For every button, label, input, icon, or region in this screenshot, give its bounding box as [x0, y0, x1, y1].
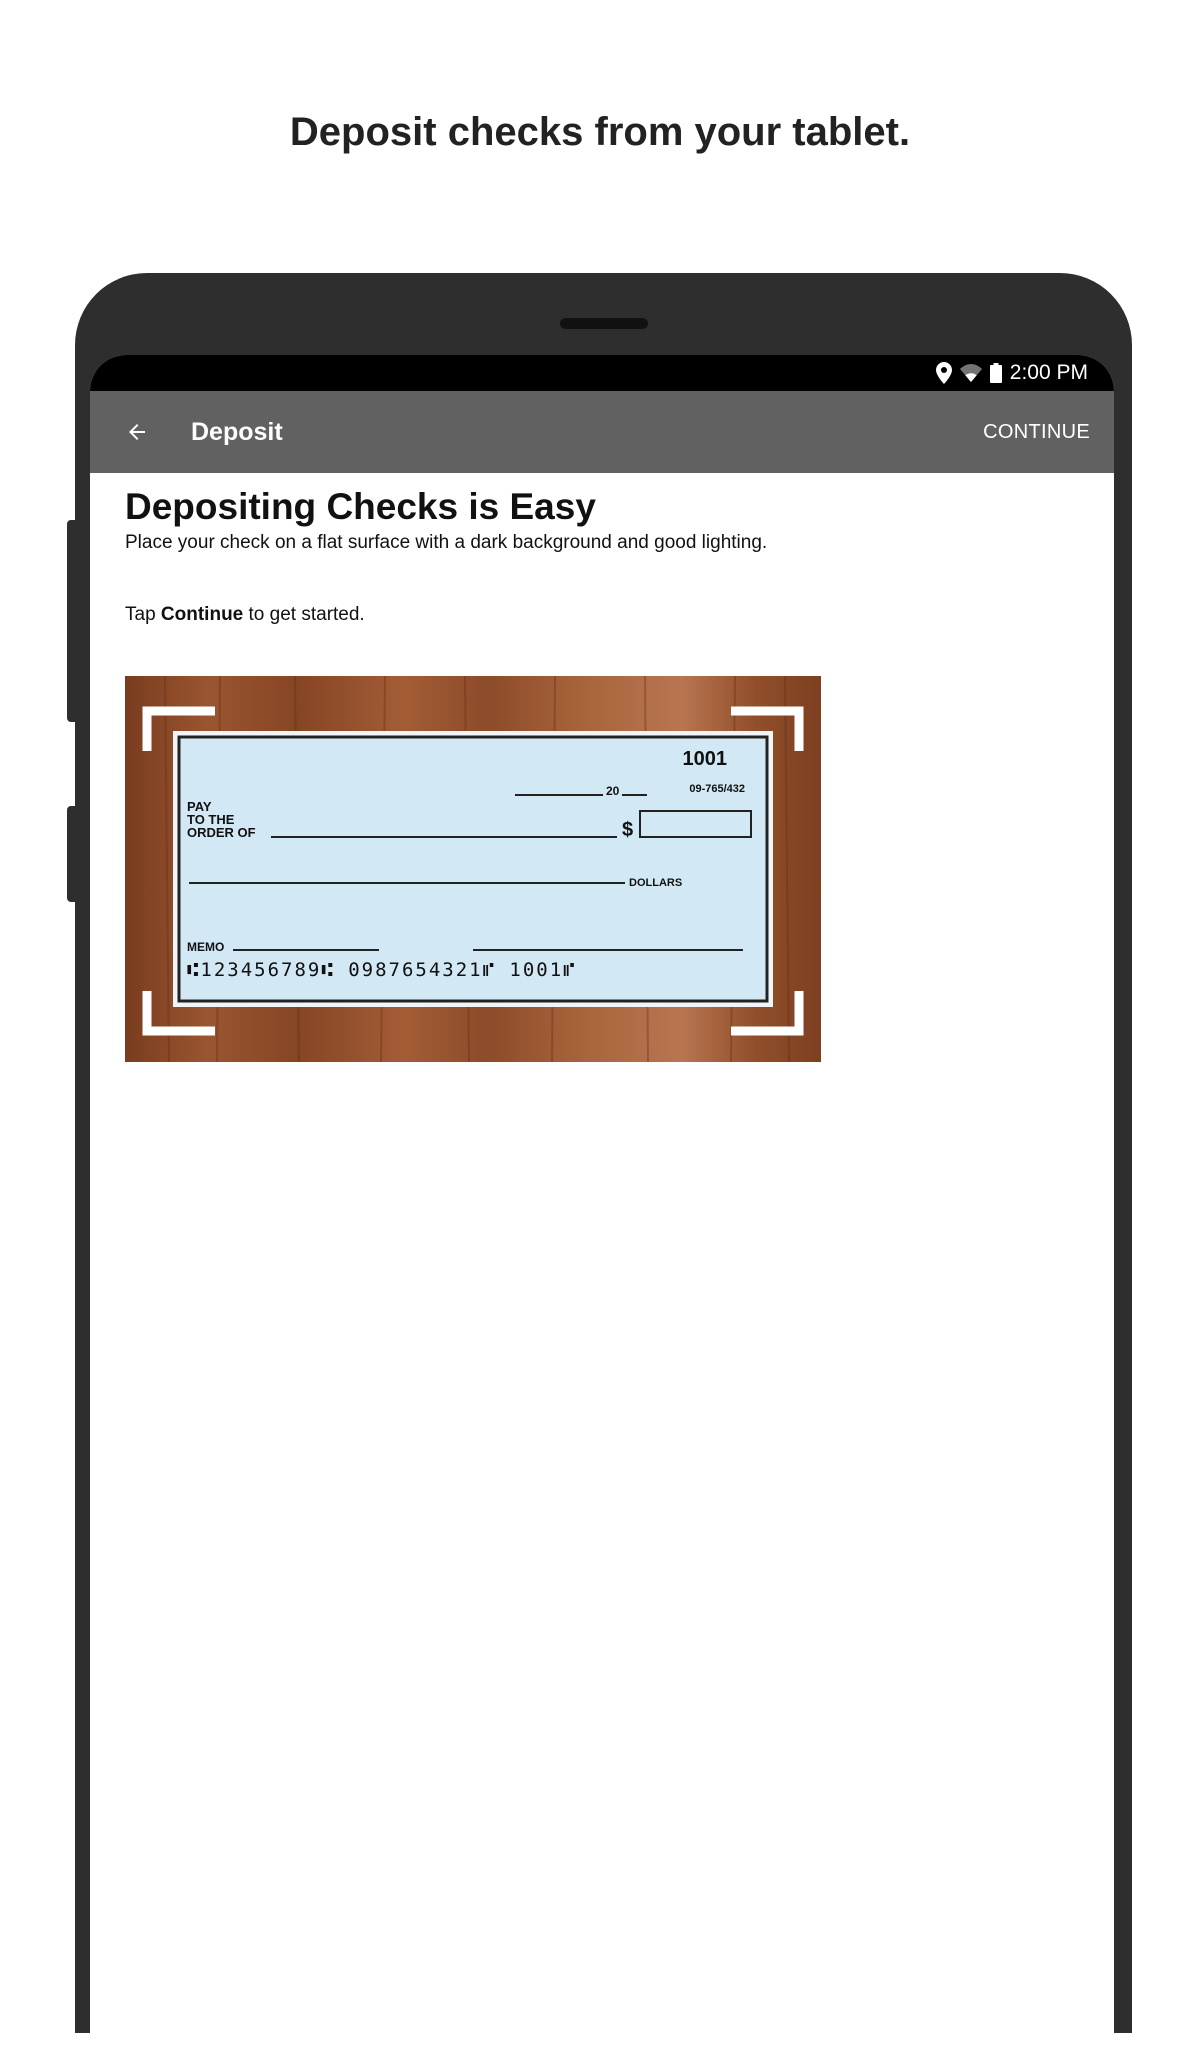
page-headline: Deposit checks from your tablet.: [289, 110, 911, 154]
tablet-frame: [75, 273, 1132, 2033]
tap-continue-hint: [125, 603, 1114, 627]
check-dollars-label: DOLLARS: [629, 877, 683, 889]
status-time: 2:00 PM: [1009, 361, 1088, 384]
continue-button[interactable]: CONTINUE: [983, 420, 1090, 443]
check-routing-fraction: 09-765/432: [689, 783, 745, 795]
check-dollar-sign: $: [622, 819, 634, 841]
app-bar-title: Deposit: [191, 417, 283, 446]
power-button: [67, 806, 77, 902]
instructions-description: Place your check on a flat surface with a dark background and good lighting.: [125, 532, 768, 553]
battery-icon: [990, 363, 1002, 383]
tablet-speaker: [560, 318, 648, 329]
wifi-icon: [960, 364, 982, 382]
location-icon: [936, 362, 952, 384]
tap-bold: Continue: [160, 604, 244, 625]
arrow-left-icon: [125, 420, 149, 444]
check-order-of-label: ORDER OF: [187, 825, 256, 840]
deposit-instructions: [90, 473, 1114, 1062]
volume-button: [67, 520, 77, 722]
check-to-the-label: TO THE: [187, 812, 235, 827]
check-example-image: [125, 676, 821, 1062]
check-pay-label: PAY: [187, 799, 212, 814]
instructions-title: Depositing Checks is Easy: [125, 486, 596, 527]
check-date-label: 20: [606, 784, 620, 798]
app-bar: [90, 391, 1114, 473]
check-number: 1001: [682, 748, 727, 770]
status-bar: [90, 355, 1114, 391]
tap-suffix: to get started.: [243, 604, 365, 625]
back-button[interactable]: [107, 402, 167, 462]
tablet-screen: [90, 355, 1114, 2055]
check-memo-label: MEMO: [187, 940, 225, 954]
check-micr-line: ⑆123456789⑆ 0987654321⑈ 1001⑈: [187, 959, 577, 981]
tap-prefix: Tap: [125, 604, 161, 625]
